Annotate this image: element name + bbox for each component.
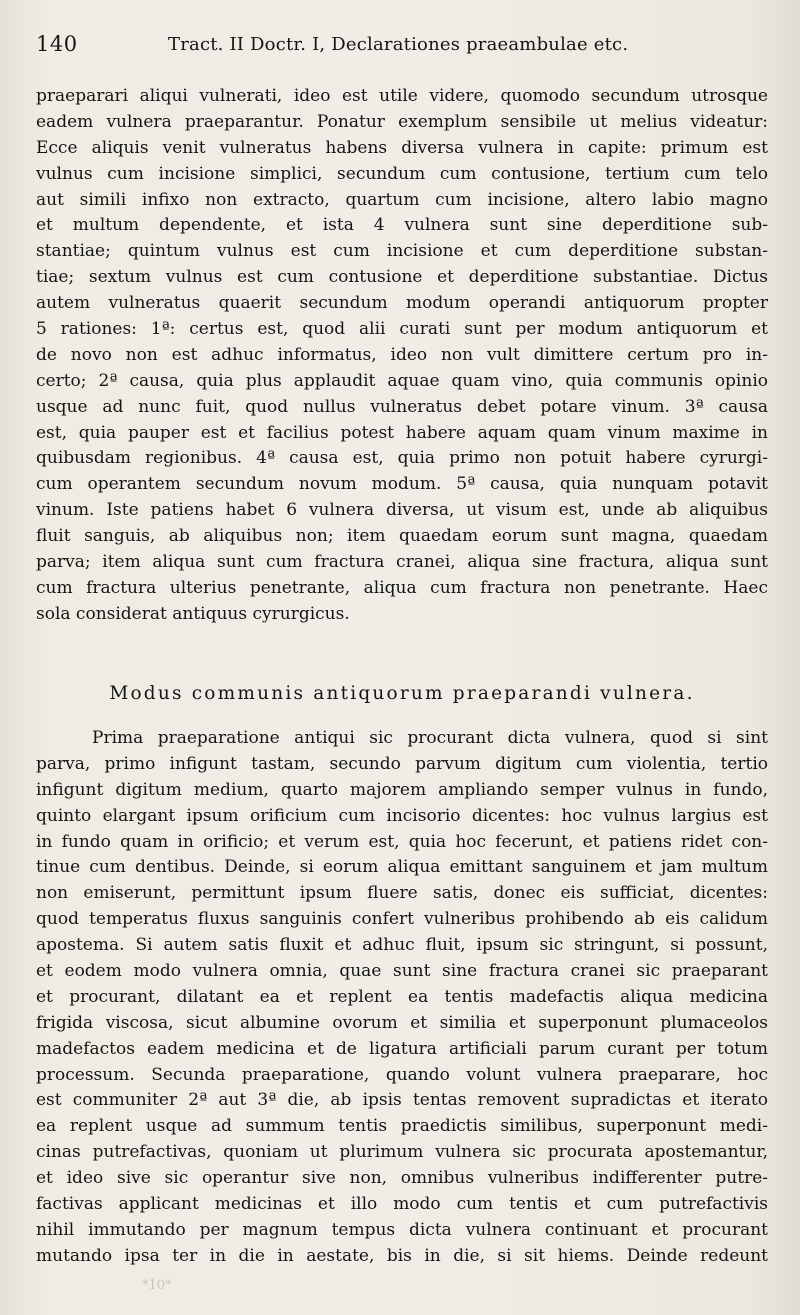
text-line: processum. Secunda praeparatione, quando volunt vulnera praeparare, hoc: [36, 1064, 768, 1085]
text-line: eadem vulnera praeparantur. Ponatur exemplum sensibile ut melius videatur:: [36, 111, 768, 132]
text-line: Prima praeparatione antiqui sic procurant dicta vulnera, quod si sint: [92, 728, 768, 748]
text-line: et ideo sive sic operantur sive non, omnibus vulneribus indifferenter putre-: [36, 1168, 768, 1189]
text-line: et multum dependente, et ista 4 vulnera sunt sine deperditione sub-: [36, 215, 768, 236]
text-line: parva, primo infigunt tastam, secundo parvum digitum cum violentia, tertio: [36, 753, 768, 774]
text-line: praeparari aliqui vulnerati, ideo est utile videre, quomodo secundum utrosque: [36, 86, 768, 106]
text-line: vulnus cum incisione simplici, secundum cum contusione, tertium cum telo: [36, 163, 768, 184]
text-line: et eodem modo vulnera omnia, quae sunt sine fractura cranei sic praeparant: [36, 961, 768, 982]
text-line: autem vulneratus quaerit secundum modum operandi antiquorum propter: [36, 293, 768, 314]
text-line: madefactos eadem medicina et de ligatura artificiali parum curant per totum: [36, 1038, 768, 1059]
text-line: mutando ipsa ter in die in aestate, bis in die, si sit hiems. Deinde redeunt: [36, 1245, 768, 1266]
text-line: vinum. Iste patiens habet 6 vulnera diversa, ut visum est, unde ab aliquibus: [36, 500, 768, 521]
text-line: certo; 2ª causa, quia plus applaudit aquae quam vino, quia communis opinio: [36, 370, 768, 391]
text-line: sola considerat antiquus cyrurgicus.: [36, 603, 350, 624]
text-line: factivas applicant medicinas et illo modo cum tentis et cum putrefactivis: [36, 1194, 768, 1215]
text-line: nihil immutando per magnum tempus dicta vulnera continuant et procurant: [36, 1219, 768, 1240]
text-line: quod temperatus fluxus sanguinis confert vulneribus prohibendo ab eis calidum: [36, 909, 768, 930]
text-line: fluit sanguis, ab aliquibus non; item quaedam eorum sunt magna, quaedam: [36, 526, 768, 547]
text-line: tiae; sextum vulnus est cum contusione et deperditione substantiae. Dictus: [36, 267, 768, 288]
text-line: cinas putrefactivas, quoniam ut plurimum vulnera sic procurata apostemantur,: [36, 1142, 768, 1163]
text-line: est, quia pauper est et facilius potest habere aquam quam vinum maxime in: [36, 422, 768, 443]
paragraph-2: [36, 726, 768, 1270]
text-line: ea replent usque ad summum tentis praedictis similibus, superponunt medi-: [36, 1116, 768, 1137]
text-line: apostema. Si autem satis fluxit et adhuc fluit, ipsum sic stringunt, si possunt,: [36, 935, 768, 956]
text-line: de novo non est adhuc informatus, ideo non vult dimittere certum pro in-: [36, 344, 768, 365]
running-title: Tract. II Doctr. I, Declarationes praeambulae etc.: [168, 34, 629, 55]
section-heading: Modus communis antiquorum praeparandi vulnera.: [109, 683, 695, 704]
text-line: stantiae; quintum vulnus est cum incisione et cum deperditione substan-: [36, 241, 768, 262]
paragraph-1: [36, 84, 768, 628]
text-line: est communiter 2ª aut 3ª die, ab ipsis tentas removent supradictas et iterato: [36, 1090, 768, 1111]
printer-signature: *10*: [142, 1278, 172, 1293]
page-number: 140: [36, 32, 78, 56]
text-line: parva; item aliqua sunt cum fractura cranei, aliqua sine fractura, aliqua sunt: [36, 552, 768, 573]
text-line: Ecce aliquis venit vulneratus habens diversa vulnera in capite: primum est: [36, 137, 768, 158]
text-line: quinto elargant ipsum orificium cum incisorio dicentes: hoc vulnus largius est: [36, 805, 768, 826]
text-line: usque ad nunc fuit, quod nullus vulneratus debet potare vinum. 3ª causa: [36, 396, 768, 417]
text-line: aut simili infixo non extracto, quartum cum incisione, altero labio magno: [36, 189, 768, 210]
text-line: infigunt digitum medium, quarto majorem ampliando semper vulnus in fundo,: [36, 779, 768, 800]
text-line: et procurant, dilatant ea et replent ea tentis madefactis aliqua medicina: [36, 986, 768, 1007]
page-header: [36, 32, 760, 62]
text-line: 5 rationes: 1ª: certus est, quod alii curati sunt per modum antiquorum et: [36, 319, 768, 340]
text-line: tinue cum dentibus. Deinde, si eorum aliqua emittant sanguinem et jam multum: [36, 857, 768, 878]
text-line: cum operantem secundum novum modum. 5ª causa, quia nunquam potavit: [36, 474, 768, 495]
text-line: quibusdam regionibus. 4ª causa est, quia primo non potuit habere cyrurgi-: [36, 448, 768, 469]
text-line: non emiserunt, permittunt ipsum fluere satis, donec eis sufficiat, dicentes:: [36, 883, 768, 904]
text-line: frigida viscosa, sicut albumine ovorum et similia et superponunt plumaceolos: [36, 1012, 768, 1033]
text-line: in fundo quam in orificio; et verum est, quia hoc fecerunt, et patiens ridet con-: [36, 831, 768, 852]
text-line: cum fractura ulterius penetrante, aliqua cum fractura non penetrante. Haec: [36, 577, 768, 598]
